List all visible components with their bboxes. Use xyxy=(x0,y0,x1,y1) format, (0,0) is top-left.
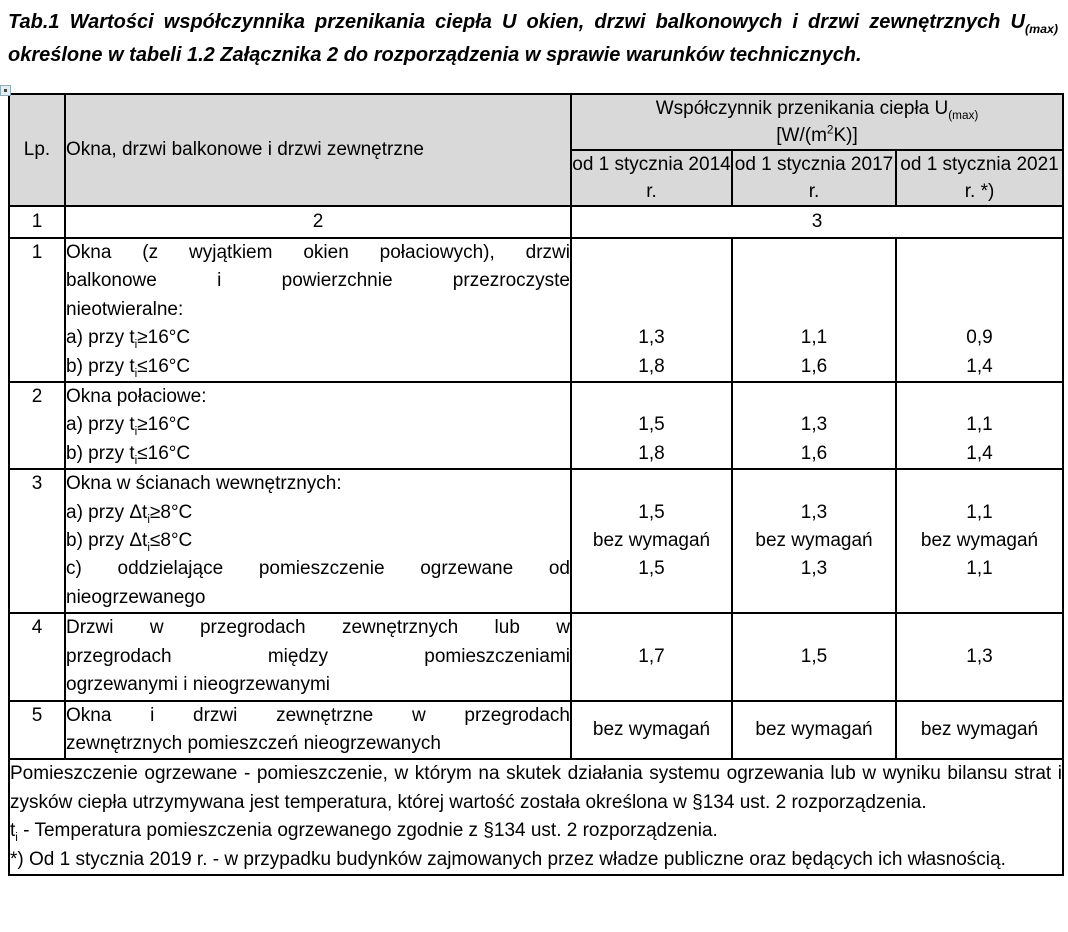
column-number-1: 1 xyxy=(9,206,65,238)
u-value-cell: 1,3 1,8 xyxy=(571,238,732,382)
column-numbering-row xyxy=(9,206,1063,238)
row-number: 4 xyxy=(9,613,65,700)
table-anchor-dot xyxy=(4,89,7,92)
header-u-title: Współczynnik przenikania ciepła $U_{(max)}$ xyxy=(655,98,979,122)
u-value-cell: 0,9 1,4 xyxy=(896,238,1063,382)
row-number: 1 xyxy=(9,238,65,382)
header-description: Okna, drzwi balkonowe i drzwi zewnętrzne xyxy=(65,94,571,206)
header-u-coefficient xyxy=(571,94,1063,150)
table-row xyxy=(9,382,1063,469)
header-row-1 xyxy=(9,94,1063,150)
footnotes-row xyxy=(9,759,1063,875)
u-value-cell: bez wymagań xyxy=(571,701,732,760)
u-value-cell: 1,1 1,4 xyxy=(896,382,1063,469)
row-description: Okna połaciowe: a) przy $t_i\ge 16^\circ C$ b) przy $t_i\le 16^\circ C$ xyxy=(65,382,571,469)
row-description: Okna i drzwi zewnętrzne w przegrodach zewnętrznych pomieszczeń nieogrzewanych xyxy=(65,701,571,760)
table-row xyxy=(9,613,1063,700)
table-footer-section xyxy=(9,759,1063,875)
row-description: Okna w ścianach wewnętrznych: a) przy $\Delta t_i\ge 8^\circ C$ b) przy $\Delta t_i\le 8^\circ C$ c) oddzielające pomieszczenie ogrzewane od nieogrzewanego xyxy=(65,469,571,613)
row-description: Drzwi w przegrodach zewnętrznych lub w przegrodach między pomieszczeniami ogrzewanymi i nieogrzewanymi xyxy=(65,613,571,700)
table-row xyxy=(9,238,1063,382)
footnote: *) Od 1 stycznia 2019 r. - w przypadku budynków zajmowanych przez władze publiczne oraz będących ich własnością. xyxy=(10,848,1006,870)
table-caption: Tab.1 Wartości współczynnika przenikania ciepła U okien, drzwi balkonowych i drzwi zewnętrznych $U_{(max)}$ określone w tabeli 1.2 Załącznika 2 do rozporządzenia w sprawie warunków technicznych. xyxy=(8,11,1058,66)
header-from-2017: od 1 stycznia 2017 r. xyxy=(732,150,896,206)
table-row xyxy=(9,701,1063,760)
footnote: $t_i$ - Temperatura pomieszczenia ogrzewanego zgodnie z §134 ust. 2 rozporządzenia. xyxy=(10,820,718,844)
header-lp: Lp. xyxy=(9,94,65,206)
u-value-cell: 1,1 bez wymagań 1,1 xyxy=(896,469,1063,613)
u-value-cell: 1,5 1,8 xyxy=(571,382,732,469)
u-value-cell: bez wymagań xyxy=(896,701,1063,760)
column-number-3: 3 xyxy=(571,206,1063,238)
table-footnotes xyxy=(9,759,1063,875)
u-value-cell: bez wymagań xyxy=(732,701,896,760)
column-number-2: 2 xyxy=(65,206,571,238)
table-rows xyxy=(9,238,1063,759)
row-number: 2 xyxy=(9,382,65,469)
u-value-cell: 1,7 xyxy=(571,613,732,700)
u-value-cell: 1,1 1,6 xyxy=(732,238,896,382)
header-from-2021: od 1 stycznia 2021 r. *) xyxy=(896,150,1063,206)
u-value-cell: 1,3 xyxy=(896,613,1063,700)
table-anchor-icon[interactable] xyxy=(0,85,11,96)
u-values-table xyxy=(8,93,1064,876)
row-number: 3 xyxy=(9,469,65,613)
u-value-cell: 1,5 xyxy=(732,613,896,700)
column-numbering-section xyxy=(9,206,1063,238)
u-value-cell: 1,5 bez wymagań 1,5 xyxy=(571,469,732,613)
row-description: Okna (z wyjątkiem okien połaciowych), drzwi balkonowe i powierzchnie przezroczyste nieotwieralne: a) przy $t_i\ge 16^\circ C$ b) przy $t_i\le 16^\circ C$ xyxy=(65,238,571,382)
footnote: Pomieszczenie ogrzewane - pomieszczenie, w którym na skutek działania systemu ogrzewania lub w wyniku bilansu strat i zysków ciepła utrzymywana jest temperatura, której wartość została określona w §134 ust. 2 rozporządzenia. xyxy=(10,763,1063,813)
u-value-cell: 1,3 bez wymagań 1,3 xyxy=(732,469,896,613)
table-header xyxy=(9,94,1063,206)
table-row xyxy=(9,469,1063,613)
row-number: 5 xyxy=(9,701,65,760)
header-u-unit: $[W/(m^2K)]$ xyxy=(776,123,858,146)
header-from-2014: od 1 stycznia 2014 r. xyxy=(571,150,732,206)
u-value-cell: 1,3 1,6 xyxy=(732,382,896,469)
